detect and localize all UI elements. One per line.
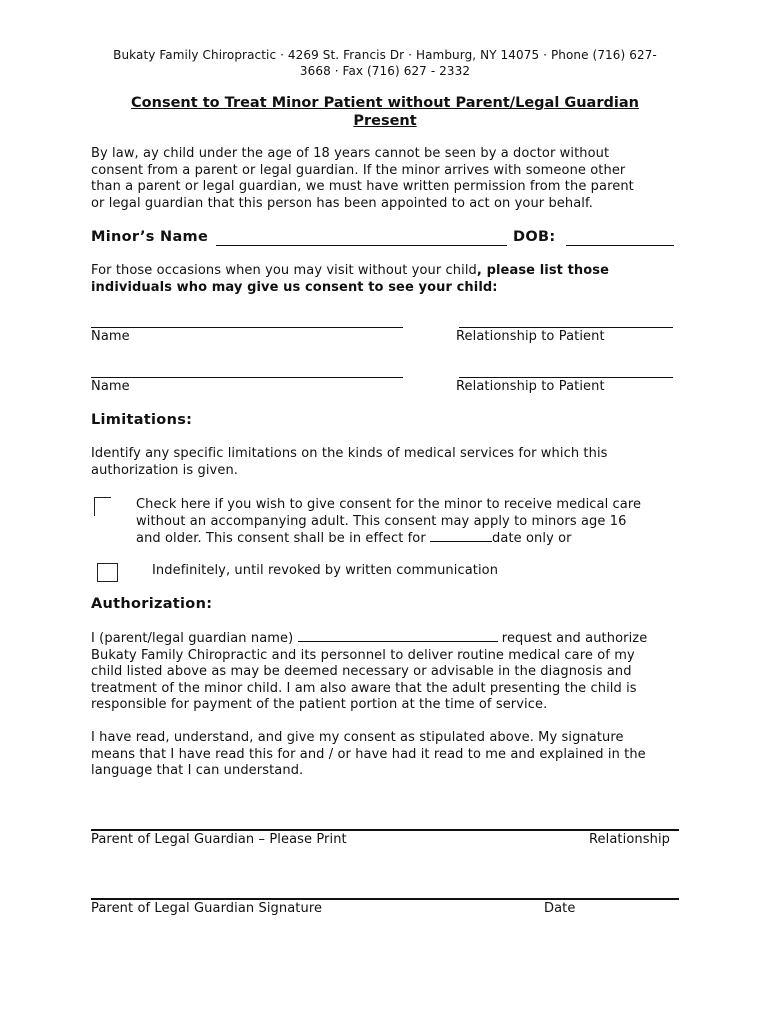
print-name-label: Parent of Legal Guardian – Please Print: [91, 832, 347, 847]
authorization-paragraph-2: [91, 730, 681, 780]
authorization-line: treatment of the minor child. I am also aware that the adult presenting the child is: [91, 680, 637, 696]
signature-label: Parent of Legal Guardian Signature: [91, 901, 323, 916]
signature-date-line[interactable]: [91, 898, 679, 900]
option-1-line-end: date only or: [492, 531, 572, 547]
contact-1-relationship-label: Relationship to Patient: [456, 329, 605, 344]
authorization-paragraph-1: [91, 630, 681, 714]
consent-date-checkbox[interactable]: [94, 497, 111, 516]
limitations-line: authorization is given.: [91, 462, 239, 478]
occasions-bold-text: individuals who may give us consent to see your child:: [91, 279, 498, 295]
practice-address-line-1: Bukaty Family Chiropractic · 4269 St. Francis Dr · Hamburg, NY 14075 · Phone (716) 627-: [113, 48, 657, 62]
intro-paragraph: [91, 146, 681, 212]
contact-1-name-field[interactable]: [91, 327, 403, 328]
contact-2-name-field[interactable]: [91, 377, 403, 378]
relationship-label: Relationship: [589, 832, 671, 847]
consent-date-field[interactable]: [430, 530, 492, 542]
intro-line: or legal guardian that this person has been appointed to act on your behalf.: [91, 195, 593, 211]
option-1-line: and older. This consent shall be in effect for: [136, 531, 431, 547]
intro-line: than a parent or legal guardian, we must have written permission from the parent: [91, 179, 634, 195]
occasions-text: For those occasions when you may visit without your child: [91, 263, 477, 278]
option-1-line: Check here if you wish to give consent for the minor to receive medical care: [136, 497, 642, 512]
limitations-paragraph: [91, 446, 681, 479]
limitations-line: Identify any specific limitations on the kinds of medical services for which this: [91, 446, 608, 461]
dob-label: DOB:: [513, 229, 556, 245]
occasions-paragraph: [91, 263, 681, 296]
authorization-line: I have read, understand, and give my consent as stipulated above. My signature: [91, 730, 624, 745]
form-title-line-1: Consent to Treat Minor Patient without Parent/Legal Guardian: [131, 95, 639, 111]
contact-2-name-label: Name: [91, 379, 130, 394]
limitations-heading: Limitations:: [91, 412, 193, 428]
minor-name-field[interactable]: [216, 245, 507, 246]
intro-line: By law, ay child under the age of 18 years cannot be seen by a doctor without: [91, 146, 610, 161]
intro-line: consent from a parent or legal guardian. If the minor arrives with someone other: [91, 162, 626, 178]
authorization-line: Bukaty Family Chiropractic and its personnel to deliver routine medical care of my: [91, 647, 635, 663]
consent-option-1-text: [136, 497, 676, 548]
authorization-line: responsible for payment of the patient portion at the time of service.: [91, 697, 548, 713]
authorization-line: means that I have read this for and / or have had it read to me and explained in the: [91, 746, 646, 762]
consent-indefinite-checkbox[interactable]: [97, 563, 118, 582]
authorization-line: language that I can understand.: [91, 763, 304, 779]
form-title-line-2: Present: [353, 113, 417, 129]
consent-option-2-text: Indefinitely, until revoked by written communication: [152, 563, 499, 578]
option-1-line: without an accompanying adult. This consent may apply to minors age 16: [136, 513, 627, 529]
date-label: Date: [544, 901, 576, 916]
occasions-bold-text: , please list those: [476, 263, 610, 278]
authorization-line-end: request and authorize: [497, 631, 648, 646]
contact-1-name-label: Name: [91, 329, 130, 344]
contact-1-relationship-field[interactable]: [459, 327, 673, 328]
authorization-line: I (parent/legal guardian name): [91, 631, 298, 646]
guardian-name-field[interactable]: [298, 630, 498, 642]
print-name-relationship-line[interactable]: [91, 829, 679, 831]
practice-address-line-2: 3668 · Fax (716) 627 - 2332: [299, 64, 471, 78]
minor-name-label: Minor’s Name: [91, 229, 209, 245]
dob-field[interactable]: [566, 245, 674, 246]
contact-2-relationship-label: Relationship to Patient: [456, 379, 605, 394]
authorization-line: child listed above as may be deemed necessary or advisable in the diagnosis and: [91, 664, 632, 680]
authorization-heading: Authorization:: [91, 596, 213, 612]
contact-2-relationship-field[interactable]: [459, 377, 673, 378]
